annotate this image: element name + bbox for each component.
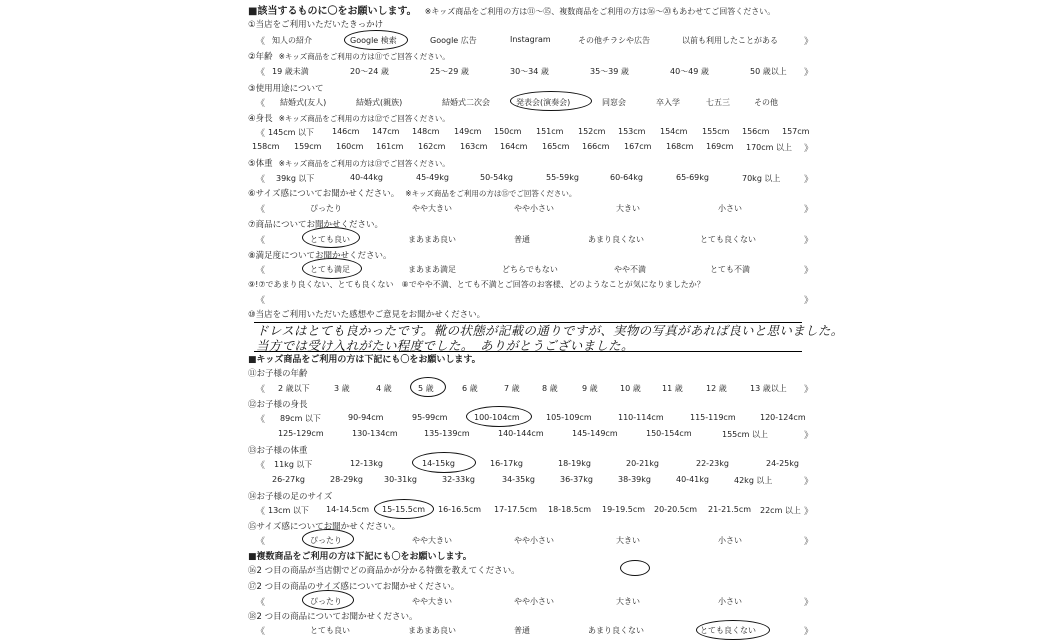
q4-option[interactable]: 146cm	[332, 127, 360, 136]
q3-label: ③使用用途について	[248, 84, 324, 94]
q12-option[interactable]: 89cm 以下	[280, 414, 321, 423]
q13-bracket-open: 《	[256, 461, 266, 471]
q14-option[interactable]: 17-17.5cm	[494, 505, 538, 514]
q4-option[interactable]: 166cm	[582, 142, 610, 151]
q6-option[interactable]: やや小さい	[514, 204, 554, 213]
q2-option[interactable]: 40〜49 歳	[670, 67, 709, 76]
q8-bracket-open: 《	[256, 266, 266, 276]
q15-bracket-open: 《	[256, 537, 266, 547]
q14-option[interactable]: 21-21.5cm	[708, 505, 752, 514]
q12-option[interactable]: 145-149cm	[572, 429, 618, 438]
q17-bracket-close: 》	[804, 598, 814, 608]
q17-option-selected[interactable]: ぴったり	[310, 597, 342, 606]
q3-option[interactable]: 結婚式(友人)	[280, 98, 327, 107]
q12-option[interactable]: 135-139cm	[424, 429, 470, 438]
q9-bracket-close: 》	[804, 296, 814, 306]
q12-bracket-open: 《	[256, 415, 266, 425]
q5-option[interactable]: 55-59kg	[546, 173, 579, 182]
q4-option[interactable]: 162cm	[418, 142, 446, 151]
q11-option[interactable]: 6 歳	[462, 384, 478, 393]
q5-bracket-close: 》	[804, 175, 814, 185]
q1-option-selected[interactable]: Google 検索	[350, 36, 397, 45]
selection-circle	[620, 560, 650, 576]
q5-bracket-open: 《	[256, 175, 266, 185]
q13-option[interactable]: 20-21kg	[626, 459, 659, 468]
q11-option[interactable]: 11 歳	[662, 384, 683, 393]
q18-bracket-close: 》	[804, 627, 814, 637]
q4-option[interactable]: 151cm	[536, 127, 564, 136]
q14-bracket-close: 》	[804, 507, 814, 517]
q10-label: ⑩当店をご利用いただいた感想やご意見をお聞かせください。	[248, 310, 486, 320]
q6-option[interactable]: 大きい	[616, 204, 640, 213]
q4-option[interactable]: 150cm	[494, 127, 522, 136]
q14-option-selected[interactable]: 15-15.5cm	[382, 505, 426, 514]
q2-option[interactable]: 20〜24 歳	[350, 67, 389, 76]
q2-option[interactable]: 50 歳以上	[750, 67, 787, 76]
header-title: ■該当するものに〇をお願いします。	[248, 6, 417, 17]
q2-option[interactable]: 25〜29 歳	[430, 67, 469, 76]
q6-option[interactable]: 小さい	[718, 204, 742, 213]
q11-option[interactable]: 3 歳	[334, 384, 350, 393]
q7-option[interactable]: まあまあ良い	[408, 235, 456, 244]
q7-bracket-close: 》	[804, 236, 814, 246]
q13-option[interactable]: 40-41kg	[676, 475, 709, 484]
q1-label: ①当店をご利用いただいたきっかけ	[248, 20, 384, 30]
q6-label: ⑥サイズ感についてお聞かせください。 ※キッズ商品をご利用の方は⑮でご回答ください。	[248, 189, 577, 199]
q3-option[interactable]: 結婚式(親族)	[356, 98, 403, 107]
q14-option[interactable]: 14-14.5cm	[326, 505, 370, 514]
q4-option[interactable]: 168cm	[666, 142, 694, 151]
q2-label: ②年齢 ※キッズ商品をご利用の方は⑪でご回答ください。	[248, 52, 450, 62]
q10-handwritten-line-1: ドレスはとても良かったです。靴の状態が記載の通りですが、実物の写真があれば良いと思いました。	[256, 323, 844, 338]
q3-option[interactable]: 卒入学	[656, 98, 680, 107]
q13-option-selected[interactable]: 14-15kg	[422, 459, 455, 468]
q13-option[interactable]: 30-31kg	[384, 475, 417, 484]
q13-bracket-close: 》	[804, 477, 814, 487]
q4-option[interactable]: 160cm	[336, 142, 364, 151]
q6-option[interactable]: ぴったり	[310, 204, 342, 213]
q7-option[interactable]: あまり良くない	[588, 235, 644, 244]
q5-option[interactable]: 65-69kg	[676, 173, 709, 182]
q17-option[interactable]: やや小さい	[514, 597, 554, 606]
q12-option-selected[interactable]: 100-104cm	[474, 413, 520, 422]
q13-option[interactable]: 42kg 以上	[734, 476, 773, 485]
q4-option[interactable]: 159cm	[294, 142, 322, 151]
q6-bracket-close: 》	[804, 205, 814, 215]
q4-option[interactable]: 147cm	[372, 127, 400, 136]
q5-option[interactable]: 60-64kg	[610, 173, 643, 182]
q18-option[interactable]: とても良い	[310, 626, 350, 635]
q5-option[interactable]: 70kg 以上	[742, 174, 781, 183]
q15-label: ⑮サイズ感についてお聞かせください。	[248, 522, 401, 532]
q1-option[interactable]: 以前も利用したことがある	[682, 36, 778, 45]
q5-label: ⑤体重 ※キッズ商品をご利用の方は⑬でご回答ください。	[248, 159, 450, 169]
q18-option-selected[interactable]: とても良くない	[700, 626, 756, 635]
q4-bracket-close: 》	[804, 144, 814, 154]
q4-label: ④身長 ※キッズ商品をご利用の方は⑫でご回答ください。	[248, 114, 450, 124]
q13-option[interactable]: 24-25kg	[766, 459, 799, 468]
q13-option[interactable]: 11kg 以下	[274, 460, 313, 469]
q5-option[interactable]: 50-54kg	[480, 173, 513, 182]
q2-option[interactable]: 19 歳未満	[272, 67, 309, 76]
header-note: ※キッズ商品をご利用の方は⑪〜⑮、複数商品をご利用の方は⑯〜⑳もあわせてご回答ください。	[424, 7, 776, 16]
q12-option[interactable]: 115-119cm	[690, 413, 736, 422]
q4-option[interactable]: 169cm	[706, 142, 734, 151]
q12-option[interactable]: 120-124cm	[760, 413, 806, 422]
q9-label: ⑨!⑦であまり良くない、とても良くない ⑧でやや不満、とても不満とご回答のお客様、どのようなことが気になりましたか？	[248, 280, 705, 289]
q18-option[interactable]: あまり良くない	[588, 626, 644, 635]
q3-bracket-open: 《	[256, 99, 266, 109]
q15-option[interactable]: 大きい	[616, 536, 640, 545]
q14-option[interactable]: 13cm 以下	[268, 506, 309, 515]
q14-label: ⑭お子様の足のサイズ	[248, 492, 333, 502]
q1-bracket-close: 》	[804, 37, 814, 47]
q13-option[interactable]: 38-39kg	[618, 475, 651, 484]
q18-option[interactable]: 普通	[514, 626, 530, 635]
q4-option[interactable]: 153cm	[618, 127, 646, 136]
q8-option-selected[interactable]: とても満足	[310, 265, 350, 274]
q14-option[interactable]: 19-19.5cm	[602, 505, 646, 514]
q11-option[interactable]: 8 歳	[542, 384, 558, 393]
q8-option[interactable]: とても不満	[710, 265, 750, 274]
q17-option[interactable]: 小さい	[718, 597, 742, 606]
q12-label: ⑫お子様の身長	[248, 400, 308, 410]
q18-option[interactable]: まあまあ良い	[408, 626, 456, 635]
q12-option[interactable]: 90-94cm	[348, 413, 384, 422]
q12-option[interactable]: 110-114cm	[618, 413, 664, 422]
q15-bracket-close: 》	[804, 537, 814, 547]
q11-bracket-open: 《	[256, 385, 266, 395]
q7-option-selected[interactable]: とても良い	[310, 235, 350, 244]
q12-bracket-close: 》	[804, 431, 814, 441]
q3-option-selected[interactable]: 発表会(演奏会)	[516, 98, 571, 107]
q5-option[interactable]: 45-49kg	[416, 173, 449, 182]
q4-option[interactable]: 149cm	[454, 127, 482, 136]
q15-option-selected[interactable]: ぴったり	[310, 536, 342, 545]
q16-label: ⑯2 つ目の商品が当店側でどの商品かが分かる特徴を教えてください。	[248, 566, 520, 576]
q3-option[interactable]: 結婚式二次会	[442, 98, 490, 107]
q2-option[interactable]: 30〜34 歳	[510, 67, 549, 76]
q11-option[interactable]: 4 歳	[376, 384, 392, 393]
survey-header	[248, 2, 775, 17]
q2-bracket-open: 《	[256, 68, 266, 78]
q9-bracket-open: 《	[256, 296, 266, 306]
q8-option[interactable]: どちらでもない	[502, 265, 558, 274]
q6-bracket-open: 《	[256, 205, 266, 215]
q13-option[interactable]: 16-17kg	[490, 459, 523, 468]
q11-option[interactable]: 9 歳	[582, 384, 598, 393]
q11-bracket-close: 》	[804, 385, 814, 395]
q12-option[interactable]: 130-134cm	[352, 429, 398, 438]
q18-bracket-open: 《	[256, 627, 266, 637]
q17-label: ⑰2 つ目の商品のサイズ感についてお聞かせください。	[248, 582, 460, 592]
q12-option[interactable]: 150-154cm	[646, 429, 692, 438]
q8-option[interactable]: まあまあ満足	[408, 265, 456, 274]
q1-option[interactable]: 知人の紹介	[272, 36, 312, 45]
q4-option[interactable]: 165cm	[542, 142, 570, 151]
q11-label: ⑪お子様の年齢	[248, 369, 308, 379]
q13-option[interactable]: 28-29kg	[330, 475, 363, 484]
q5-option[interactable]: 39kg 以下	[276, 174, 315, 183]
q7-bracket-open: 《	[256, 236, 266, 246]
q13-option[interactable]: 22-23kg	[696, 459, 729, 468]
q1-option[interactable]: Google 広告	[430, 36, 477, 45]
q11-option[interactable]: 12 歳	[706, 384, 727, 393]
q13-option[interactable]: 18-19kg	[558, 459, 591, 468]
q3-option[interactable]: 同窓会	[602, 98, 626, 107]
multi-section-header: ■複数商品をご利用の方は下記にも〇をお願いします。	[248, 552, 472, 562]
q7-option[interactable]: とても良くない	[700, 235, 756, 244]
q13-option[interactable]: 26-27kg	[272, 475, 305, 484]
q14-option[interactable]: 16-16.5cm	[438, 505, 482, 514]
q14-option[interactable]: 22cm 以上	[760, 506, 801, 515]
q4-option[interactable]: 167cm	[624, 142, 652, 151]
q2-bracket-close: 》	[804, 68, 814, 78]
q14-option[interactable]: 18-18.5cm	[548, 505, 592, 514]
q4-option[interactable]: 170cm 以上	[746, 143, 793, 152]
q11-option[interactable]: 2 歳以下	[278, 384, 310, 393]
q13-option[interactable]: 34-35kg	[502, 475, 535, 484]
q1-option[interactable]: その他チラシや広告	[578, 36, 650, 45]
q6-option[interactable]: やや大きい	[412, 204, 452, 213]
q4-option[interactable]: 145cm 以下	[268, 128, 315, 137]
q7-label: ⑦商品についてお聞かせください。	[248, 220, 383, 230]
q11-option[interactable]: 13 歳以上	[750, 384, 787, 393]
q4-bracket-open: 《	[256, 129, 266, 139]
q3-option[interactable]: その他	[754, 98, 778, 107]
q1-option[interactable]: Instagram	[510, 35, 551, 44]
q7-option[interactable]: 普通	[514, 235, 530, 244]
q4-option[interactable]: 152cm	[578, 127, 606, 136]
q15-option[interactable]: やや大きい	[412, 536, 452, 545]
q13-option[interactable]: 12-13kg	[350, 459, 383, 468]
q12-option[interactable]: 125-129cm	[278, 429, 324, 438]
q12-option[interactable]: 140-144cm	[498, 429, 544, 438]
q10-handwritten-line-2: 当方では受け入れがたい程度でした。 ありがとうございました。	[256, 338, 634, 353]
q14-option[interactable]: 20-20.5cm	[654, 505, 698, 514]
q5-option[interactable]: 40-44kg	[350, 173, 383, 182]
q8-label: ⑧満足度についてお聞かせください。	[248, 251, 392, 261]
q4-option[interactable]: 163cm	[460, 142, 488, 151]
q17-option[interactable]: 大きい	[616, 597, 640, 606]
q13-label: ⑬お子様の体重	[248, 446, 308, 456]
q8-bracket-close: 》	[804, 266, 814, 276]
q8-option[interactable]: やや不満	[614, 265, 646, 274]
q14-bracket-open: 《	[256, 507, 266, 517]
q15-option[interactable]: やや小さい	[514, 536, 554, 545]
q13-option[interactable]: 32-33kg	[442, 475, 475, 484]
q11-option-selected[interactable]: 5 歳	[418, 384, 434, 393]
q4-option[interactable]: 161cm	[376, 142, 404, 151]
q17-bracket-open: 《	[256, 598, 266, 608]
q4-option[interactable]: 158cm	[252, 142, 280, 151]
q4-option[interactable]: 155cm	[702, 127, 730, 136]
q12-option[interactable]: 95-99cm	[412, 413, 448, 422]
q4-option[interactable]: 164cm	[500, 142, 528, 151]
q2-option[interactable]: 35〜39 歳	[590, 67, 629, 76]
q1-bracket-open: 《	[256, 37, 266, 47]
q15-option[interactable]: 小さい	[718, 536, 742, 545]
q4-option[interactable]: 154cm	[660, 127, 688, 136]
q4-option[interactable]: 148cm	[412, 127, 440, 136]
survey-sheet	[248, 0, 844, 640]
q18-label: ⑱2 つ目の商品についてお聞かせください。	[248, 612, 418, 622]
q12-option[interactable]: 105-109cm	[546, 413, 592, 422]
q4-option[interactable]: 157cm	[782, 127, 810, 136]
q11-option[interactable]: 10 歳	[620, 384, 641, 393]
q12-option[interactable]: 155cm 以上	[722, 430, 769, 439]
q3-option[interactable]: 七五三	[706, 98, 730, 107]
q11-option[interactable]: 7 歳	[504, 384, 520, 393]
kids-section-header: ■キッズ商品をご利用の方は下記にも〇をお願いします。	[248, 355, 481, 365]
q13-option[interactable]: 36-37kg	[560, 475, 593, 484]
q4-option[interactable]: 156cm	[742, 127, 770, 136]
q17-option[interactable]: やや大きい	[412, 597, 452, 606]
